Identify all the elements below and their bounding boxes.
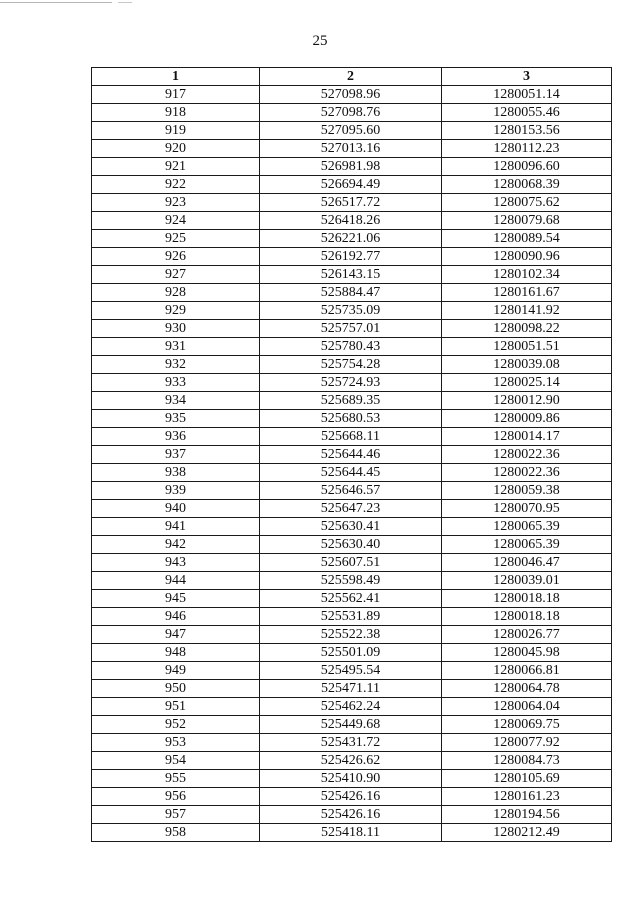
y-coordinate-cell: 1280153.56 <box>442 122 612 140</box>
table-row <box>92 464 612 482</box>
point-number-cell: 933 <box>92 374 260 392</box>
x-coordinate-cell: 526192.77 <box>260 248 442 266</box>
x-coordinate-cell: 525562.41 <box>260 590 442 608</box>
x-coordinate-cell: 526221.06 <box>260 230 442 248</box>
column-header-point-number: 1 <box>92 68 260 86</box>
x-coordinate-cell: 525426.62 <box>260 752 442 770</box>
point-number-cell: 936 <box>92 428 260 446</box>
point-number-cell: 955 <box>92 770 260 788</box>
x-coordinate-cell: 525724.93 <box>260 374 442 392</box>
x-coordinate-cell: 525757.01 <box>260 320 442 338</box>
y-coordinate-cell: 1280089.54 <box>442 230 612 248</box>
point-number-cell: 922 <box>92 176 260 194</box>
table-row <box>92 104 612 122</box>
point-number-cell: 943 <box>92 554 260 572</box>
table-row <box>92 680 612 698</box>
point-number-cell: 918 <box>92 104 260 122</box>
y-coordinate-cell: 1280079.68 <box>442 212 612 230</box>
point-number-cell: 923 <box>92 194 260 212</box>
table-row <box>92 698 612 716</box>
x-coordinate-cell: 525410.90 <box>260 770 442 788</box>
point-number-cell: 942 <box>92 536 260 554</box>
y-coordinate-cell: 1280084.73 <box>442 752 612 770</box>
x-coordinate-cell: 525431.72 <box>260 734 442 752</box>
point-number-cell: 934 <box>92 392 260 410</box>
x-coordinate-cell: 525471.11 <box>260 680 442 698</box>
x-coordinate-cell: 525462.24 <box>260 698 442 716</box>
table-row <box>92 374 612 392</box>
point-number-cell: 917 <box>92 86 260 104</box>
x-coordinate-cell: 525735.09 <box>260 302 442 320</box>
table-row <box>92 662 612 680</box>
table-row <box>92 356 612 374</box>
point-number-cell: 928 <box>92 284 260 302</box>
x-coordinate-cell: 525449.68 <box>260 716 442 734</box>
table-row <box>92 194 612 212</box>
point-number-cell: 947 <box>92 626 260 644</box>
table-row <box>92 392 612 410</box>
table-row <box>92 482 612 500</box>
header-row <box>92 68 612 86</box>
x-coordinate-cell: 525754.28 <box>260 356 442 374</box>
table-row <box>92 140 612 158</box>
y-coordinate-cell: 1280112.23 <box>442 140 612 158</box>
y-coordinate-cell: 1280077.92 <box>442 734 612 752</box>
point-number-cell: 941 <box>92 518 260 536</box>
table-row <box>92 428 612 446</box>
y-coordinate-cell: 1280075.62 <box>442 194 612 212</box>
table-row <box>92 122 612 140</box>
point-number-cell: 927 <box>92 266 260 284</box>
y-coordinate-cell: 1280161.67 <box>442 284 612 302</box>
table-row <box>92 590 612 608</box>
coordinates-table <box>91 67 612 842</box>
point-number-cell: 932 <box>92 356 260 374</box>
table-row <box>92 644 612 662</box>
table-row <box>92 752 612 770</box>
table-row <box>92 788 612 806</box>
y-coordinate-cell: 1280022.36 <box>442 446 612 464</box>
x-coordinate-cell: 525680.53 <box>260 410 442 428</box>
point-number-cell: 952 <box>92 716 260 734</box>
table-body <box>92 86 612 842</box>
x-coordinate-cell: 526517.72 <box>260 194 442 212</box>
x-coordinate-cell: 526143.15 <box>260 266 442 284</box>
table-row <box>92 230 612 248</box>
table-row <box>92 716 612 734</box>
point-number-cell: 953 <box>92 734 260 752</box>
x-coordinate-cell: 525647.23 <box>260 500 442 518</box>
table-row <box>92 320 612 338</box>
y-coordinate-cell: 1280141.92 <box>442 302 612 320</box>
x-coordinate-cell: 525607.51 <box>260 554 442 572</box>
x-coordinate-cell: 525646.57 <box>260 482 442 500</box>
y-coordinate-cell: 1280051.14 <box>442 86 612 104</box>
point-number-cell: 948 <box>92 644 260 662</box>
y-coordinate-cell: 1280039.01 <box>442 572 612 590</box>
y-coordinate-cell: 1280012.90 <box>442 392 612 410</box>
y-coordinate-cell: 1280096.60 <box>442 158 612 176</box>
y-coordinate-cell: 1280065.39 <box>442 536 612 554</box>
x-coordinate-cell: 525630.41 <box>260 518 442 536</box>
x-coordinate-cell: 525418.11 <box>260 824 442 842</box>
x-coordinate-cell: 525644.46 <box>260 446 442 464</box>
y-coordinate-cell: 1280069.75 <box>442 716 612 734</box>
y-coordinate-cell: 1280051.51 <box>442 338 612 356</box>
table-row <box>92 158 612 176</box>
point-number-cell: 940 <box>92 500 260 518</box>
point-number-cell: 929 <box>92 302 260 320</box>
x-coordinate-cell: 526418.26 <box>260 212 442 230</box>
point-number-cell: 939 <box>92 482 260 500</box>
y-coordinate-cell: 1280026.77 <box>442 626 612 644</box>
y-coordinate-cell: 1280046.47 <box>442 554 612 572</box>
x-coordinate-cell: 525501.09 <box>260 644 442 662</box>
scan-edge-line <box>118 2 132 3</box>
column-header-x-coordinate: 2 <box>260 68 442 86</box>
y-coordinate-cell: 1280018.18 <box>442 590 612 608</box>
scan-edge-line <box>0 2 112 3</box>
point-number-cell: 919 <box>92 122 260 140</box>
x-coordinate-cell: 525644.45 <box>260 464 442 482</box>
y-coordinate-cell: 1280025.14 <box>442 374 612 392</box>
x-coordinate-cell: 525495.54 <box>260 662 442 680</box>
y-coordinate-cell: 1280039.08 <box>442 356 612 374</box>
y-coordinate-cell: 1280022.36 <box>442 464 612 482</box>
point-number-cell: 924 <box>92 212 260 230</box>
x-coordinate-cell: 526981.98 <box>260 158 442 176</box>
x-coordinate-cell: 525598.49 <box>260 572 442 590</box>
point-number-cell: 920 <box>92 140 260 158</box>
y-coordinate-cell: 1280064.78 <box>442 680 612 698</box>
table-row <box>92 176 612 194</box>
x-coordinate-cell: 525689.35 <box>260 392 442 410</box>
point-number-cell: 951 <box>92 698 260 716</box>
point-number-cell: 957 <box>92 806 260 824</box>
point-number-cell: 944 <box>92 572 260 590</box>
table-row <box>92 518 612 536</box>
table-row <box>92 212 612 230</box>
y-coordinate-cell: 1280090.96 <box>442 248 612 266</box>
point-number-cell: 950 <box>92 680 260 698</box>
x-coordinate-cell: 525426.16 <box>260 806 442 824</box>
point-number-cell: 931 <box>92 338 260 356</box>
point-number-cell: 949 <box>92 662 260 680</box>
point-number-cell: 938 <box>92 464 260 482</box>
y-coordinate-cell: 1280194.56 <box>442 806 612 824</box>
table-row <box>92 626 612 644</box>
page-number: 25 <box>312 33 328 49</box>
table-header <box>92 68 612 86</box>
y-coordinate-cell: 1280009.86 <box>442 410 612 428</box>
point-number-cell: 921 <box>92 158 260 176</box>
point-number-cell: 954 <box>92 752 260 770</box>
table-row <box>92 608 612 626</box>
x-coordinate-cell: 525426.16 <box>260 788 442 806</box>
x-coordinate-cell: 527013.16 <box>260 140 442 158</box>
y-coordinate-cell: 1280102.34 <box>442 266 612 284</box>
x-coordinate-cell: 527095.60 <box>260 122 442 140</box>
table-row <box>92 824 612 842</box>
table-row <box>92 410 612 428</box>
x-coordinate-cell: 525884.47 <box>260 284 442 302</box>
table-row <box>92 500 612 518</box>
y-coordinate-cell: 1280014.17 <box>442 428 612 446</box>
y-coordinate-cell: 1280064.04 <box>442 698 612 716</box>
point-number-cell: 937 <box>92 446 260 464</box>
point-number-cell: 930 <box>92 320 260 338</box>
point-number-cell: 926 <box>92 248 260 266</box>
y-coordinate-cell: 1280161.23 <box>442 788 612 806</box>
y-coordinate-cell: 1280212.49 <box>442 824 612 842</box>
table-row <box>92 284 612 302</box>
point-number-cell: 925 <box>92 230 260 248</box>
point-number-cell: 935 <box>92 410 260 428</box>
column-header-y-coordinate: 3 <box>442 68 612 86</box>
table-row <box>92 554 612 572</box>
y-coordinate-cell: 1280070.95 <box>442 500 612 518</box>
point-number-cell: 945 <box>92 590 260 608</box>
table-row <box>92 302 612 320</box>
y-coordinate-cell: 1280018.18 <box>442 608 612 626</box>
table-row <box>92 446 612 464</box>
point-number-cell: 958 <box>92 824 260 842</box>
y-coordinate-cell: 1280098.22 <box>442 320 612 338</box>
table-row <box>92 86 612 104</box>
table-row <box>92 734 612 752</box>
point-number-cell: 946 <box>92 608 260 626</box>
table-row <box>92 806 612 824</box>
y-coordinate-cell: 1280066.81 <box>442 662 612 680</box>
table-row <box>92 572 612 590</box>
x-coordinate-cell: 525630.40 <box>260 536 442 554</box>
table-row <box>92 266 612 284</box>
y-coordinate-cell: 1280055.46 <box>442 104 612 122</box>
table-row <box>92 338 612 356</box>
y-coordinate-cell: 1280065.39 <box>442 518 612 536</box>
y-coordinate-cell: 1280059.38 <box>442 482 612 500</box>
x-coordinate-cell: 526694.49 <box>260 176 442 194</box>
x-coordinate-cell: 527098.96 <box>260 86 442 104</box>
y-coordinate-cell: 1280045.98 <box>442 644 612 662</box>
x-coordinate-cell: 525668.11 <box>260 428 442 446</box>
y-coordinate-cell: 1280105.69 <box>442 770 612 788</box>
table-row <box>92 536 612 554</box>
y-coordinate-cell: 1280068.39 <box>442 176 612 194</box>
x-coordinate-cell: 525780.43 <box>260 338 442 356</box>
point-number-cell: 956 <box>92 788 260 806</box>
x-coordinate-cell: 527098.76 <box>260 104 442 122</box>
table-row <box>92 248 612 266</box>
table-row <box>92 770 612 788</box>
x-coordinate-cell: 525522.38 <box>260 626 442 644</box>
x-coordinate-cell: 525531.89 <box>260 608 442 626</box>
